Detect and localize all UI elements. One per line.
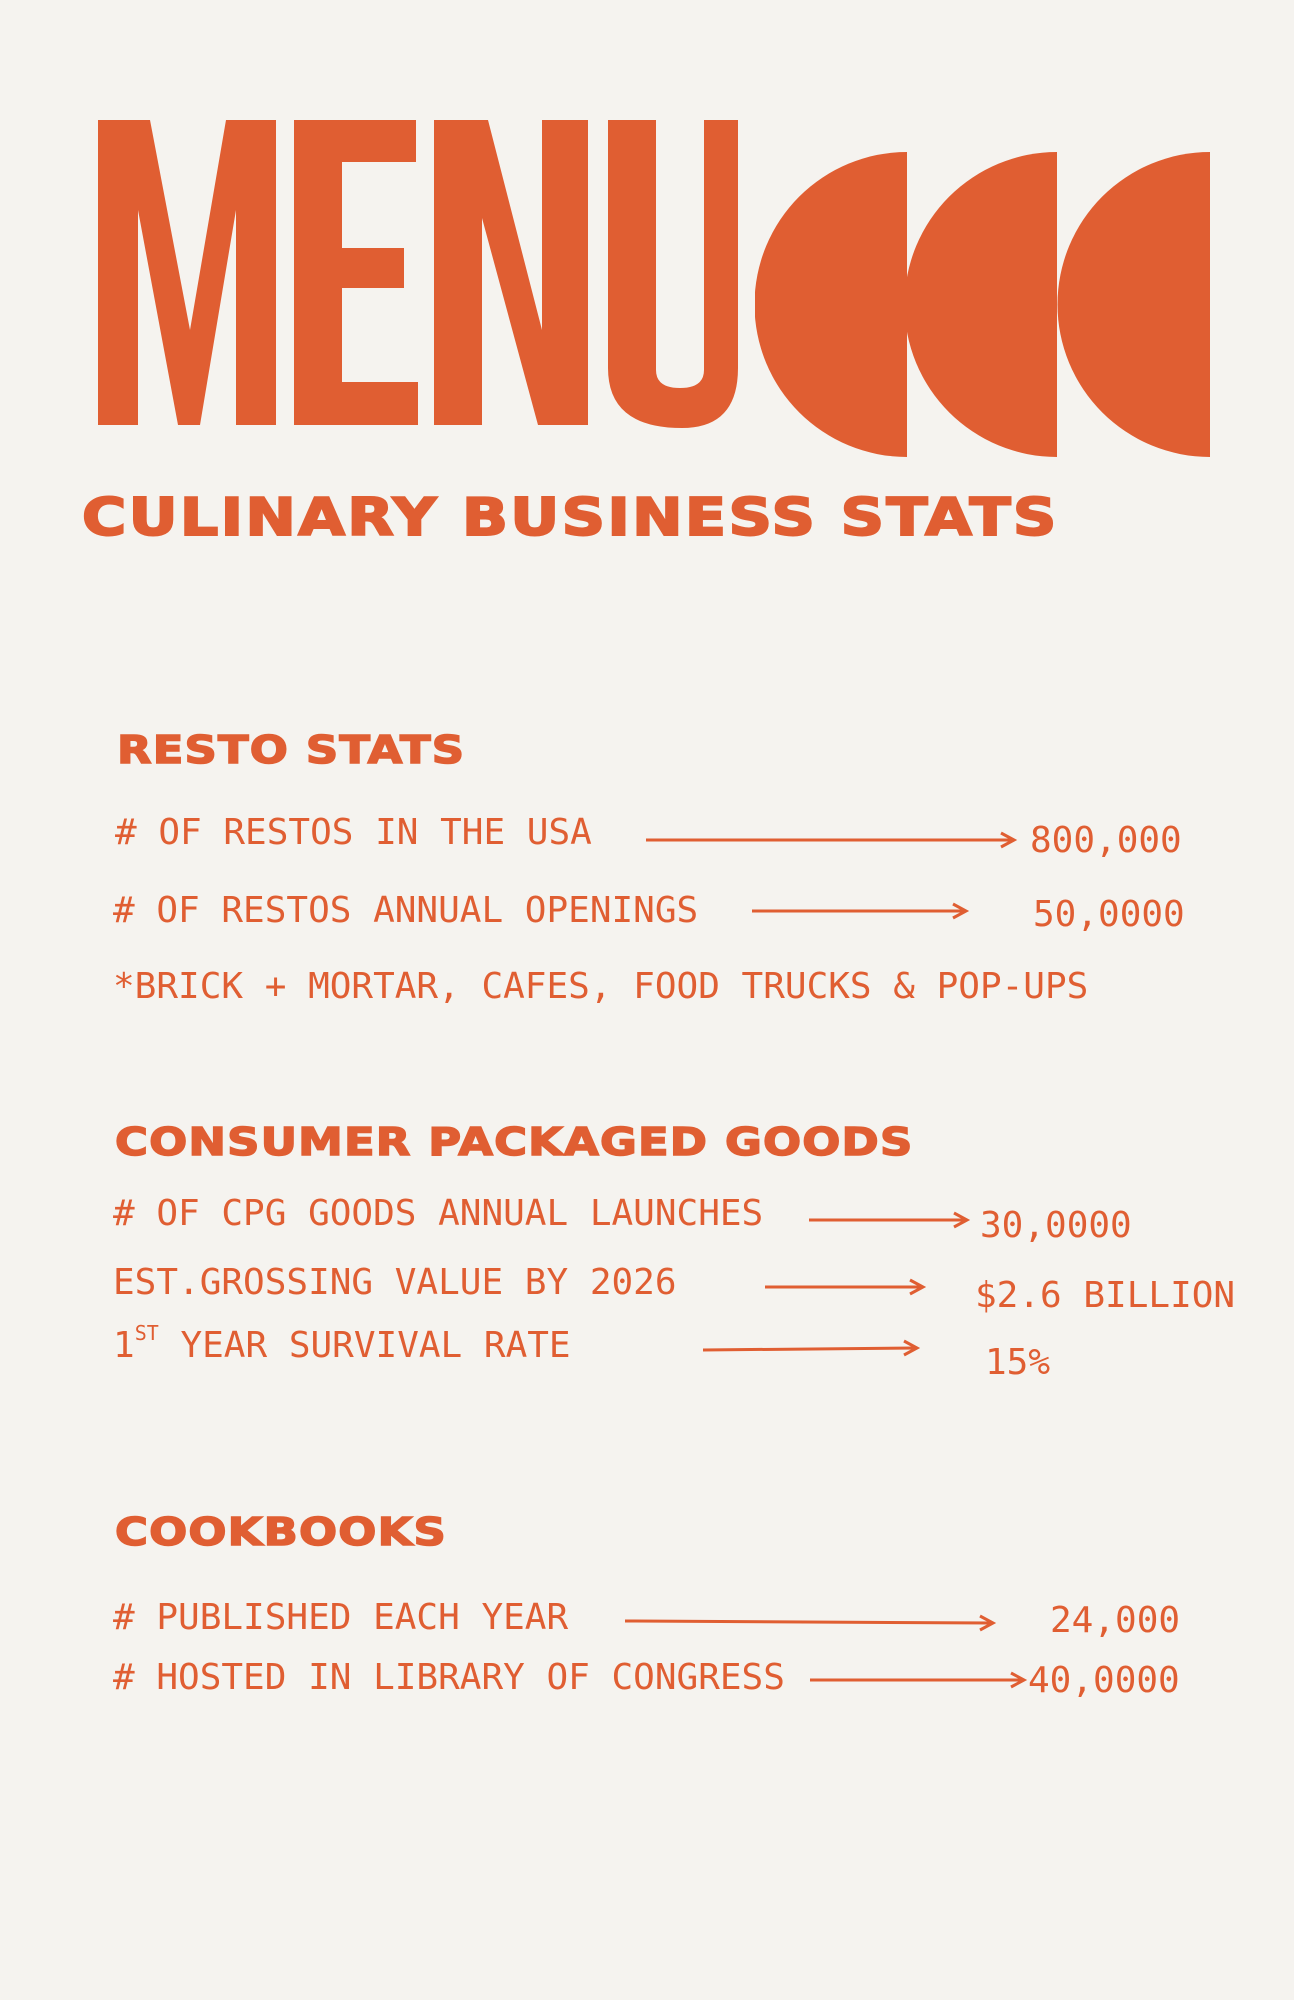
page-title <box>98 120 738 460</box>
stat-value: 30,0000 <box>980 1205 1132 1246</box>
stat-label: # OF RESTOS IN THE USA <box>115 812 592 853</box>
arrow-icon <box>810 1670 1026 1690</box>
page-subtitle: CULINARY BUSINESS STATS <box>82 488 1059 548</box>
stat-value: 800,000 <box>1030 820 1182 861</box>
stat-value: $2.6 BILLION <box>975 1275 1236 1316</box>
section-title-resto-stats: RESTO STATS <box>117 728 466 772</box>
section-title-cpg: CONSUMER PACKAGED GOODS <box>115 1120 914 1164</box>
stat-value: 15% <box>985 1342 1051 1383</box>
stat-label: # OF CPG GOODS ANNUAL LAUNCHES <box>113 1193 764 1234</box>
stat-value: 40,0000 <box>1028 1660 1180 1701</box>
stat-label: # HOSTED IN LIBRARY OF CONGRESS <box>113 1657 785 1698</box>
arrow-icon <box>765 1277 925 1297</box>
arrow-icon <box>752 901 968 921</box>
arrow-icon <box>646 830 1016 850</box>
stat-label: # OF RESTOS ANNUAL OPENINGS <box>113 890 699 931</box>
half-circle-3 <box>1058 152 1211 457</box>
footnote: *BRICK + MORTAR, CAFES, FOOD TRUCKS & POP-UPS <box>113 966 1089 1007</box>
stat-label: EST.GROSSING VALUE BY 2026 <box>113 1262 677 1303</box>
stat-label: # PUBLISHED EACH YEAR <box>113 1597 569 1638</box>
arrow-icon <box>703 1339 919 1359</box>
arrow-icon <box>625 1612 995 1632</box>
section-title-cookbooks: COOKBOOKS <box>115 1510 447 1554</box>
half-circles-decoration <box>755 152 1210 457</box>
half-circle-2 <box>905 152 1058 457</box>
stat-value: 24,000 <box>1050 1600 1181 1641</box>
half-circle-1 <box>755 152 907 457</box>
stat-value: 50,0000 <box>1033 894 1185 935</box>
menu-wordmark <box>98 120 738 460</box>
arrow-icon <box>809 1210 969 1230</box>
stat-label-survival: 1ST YEAR SURVIVAL RATE <box>113 1321 571 1366</box>
